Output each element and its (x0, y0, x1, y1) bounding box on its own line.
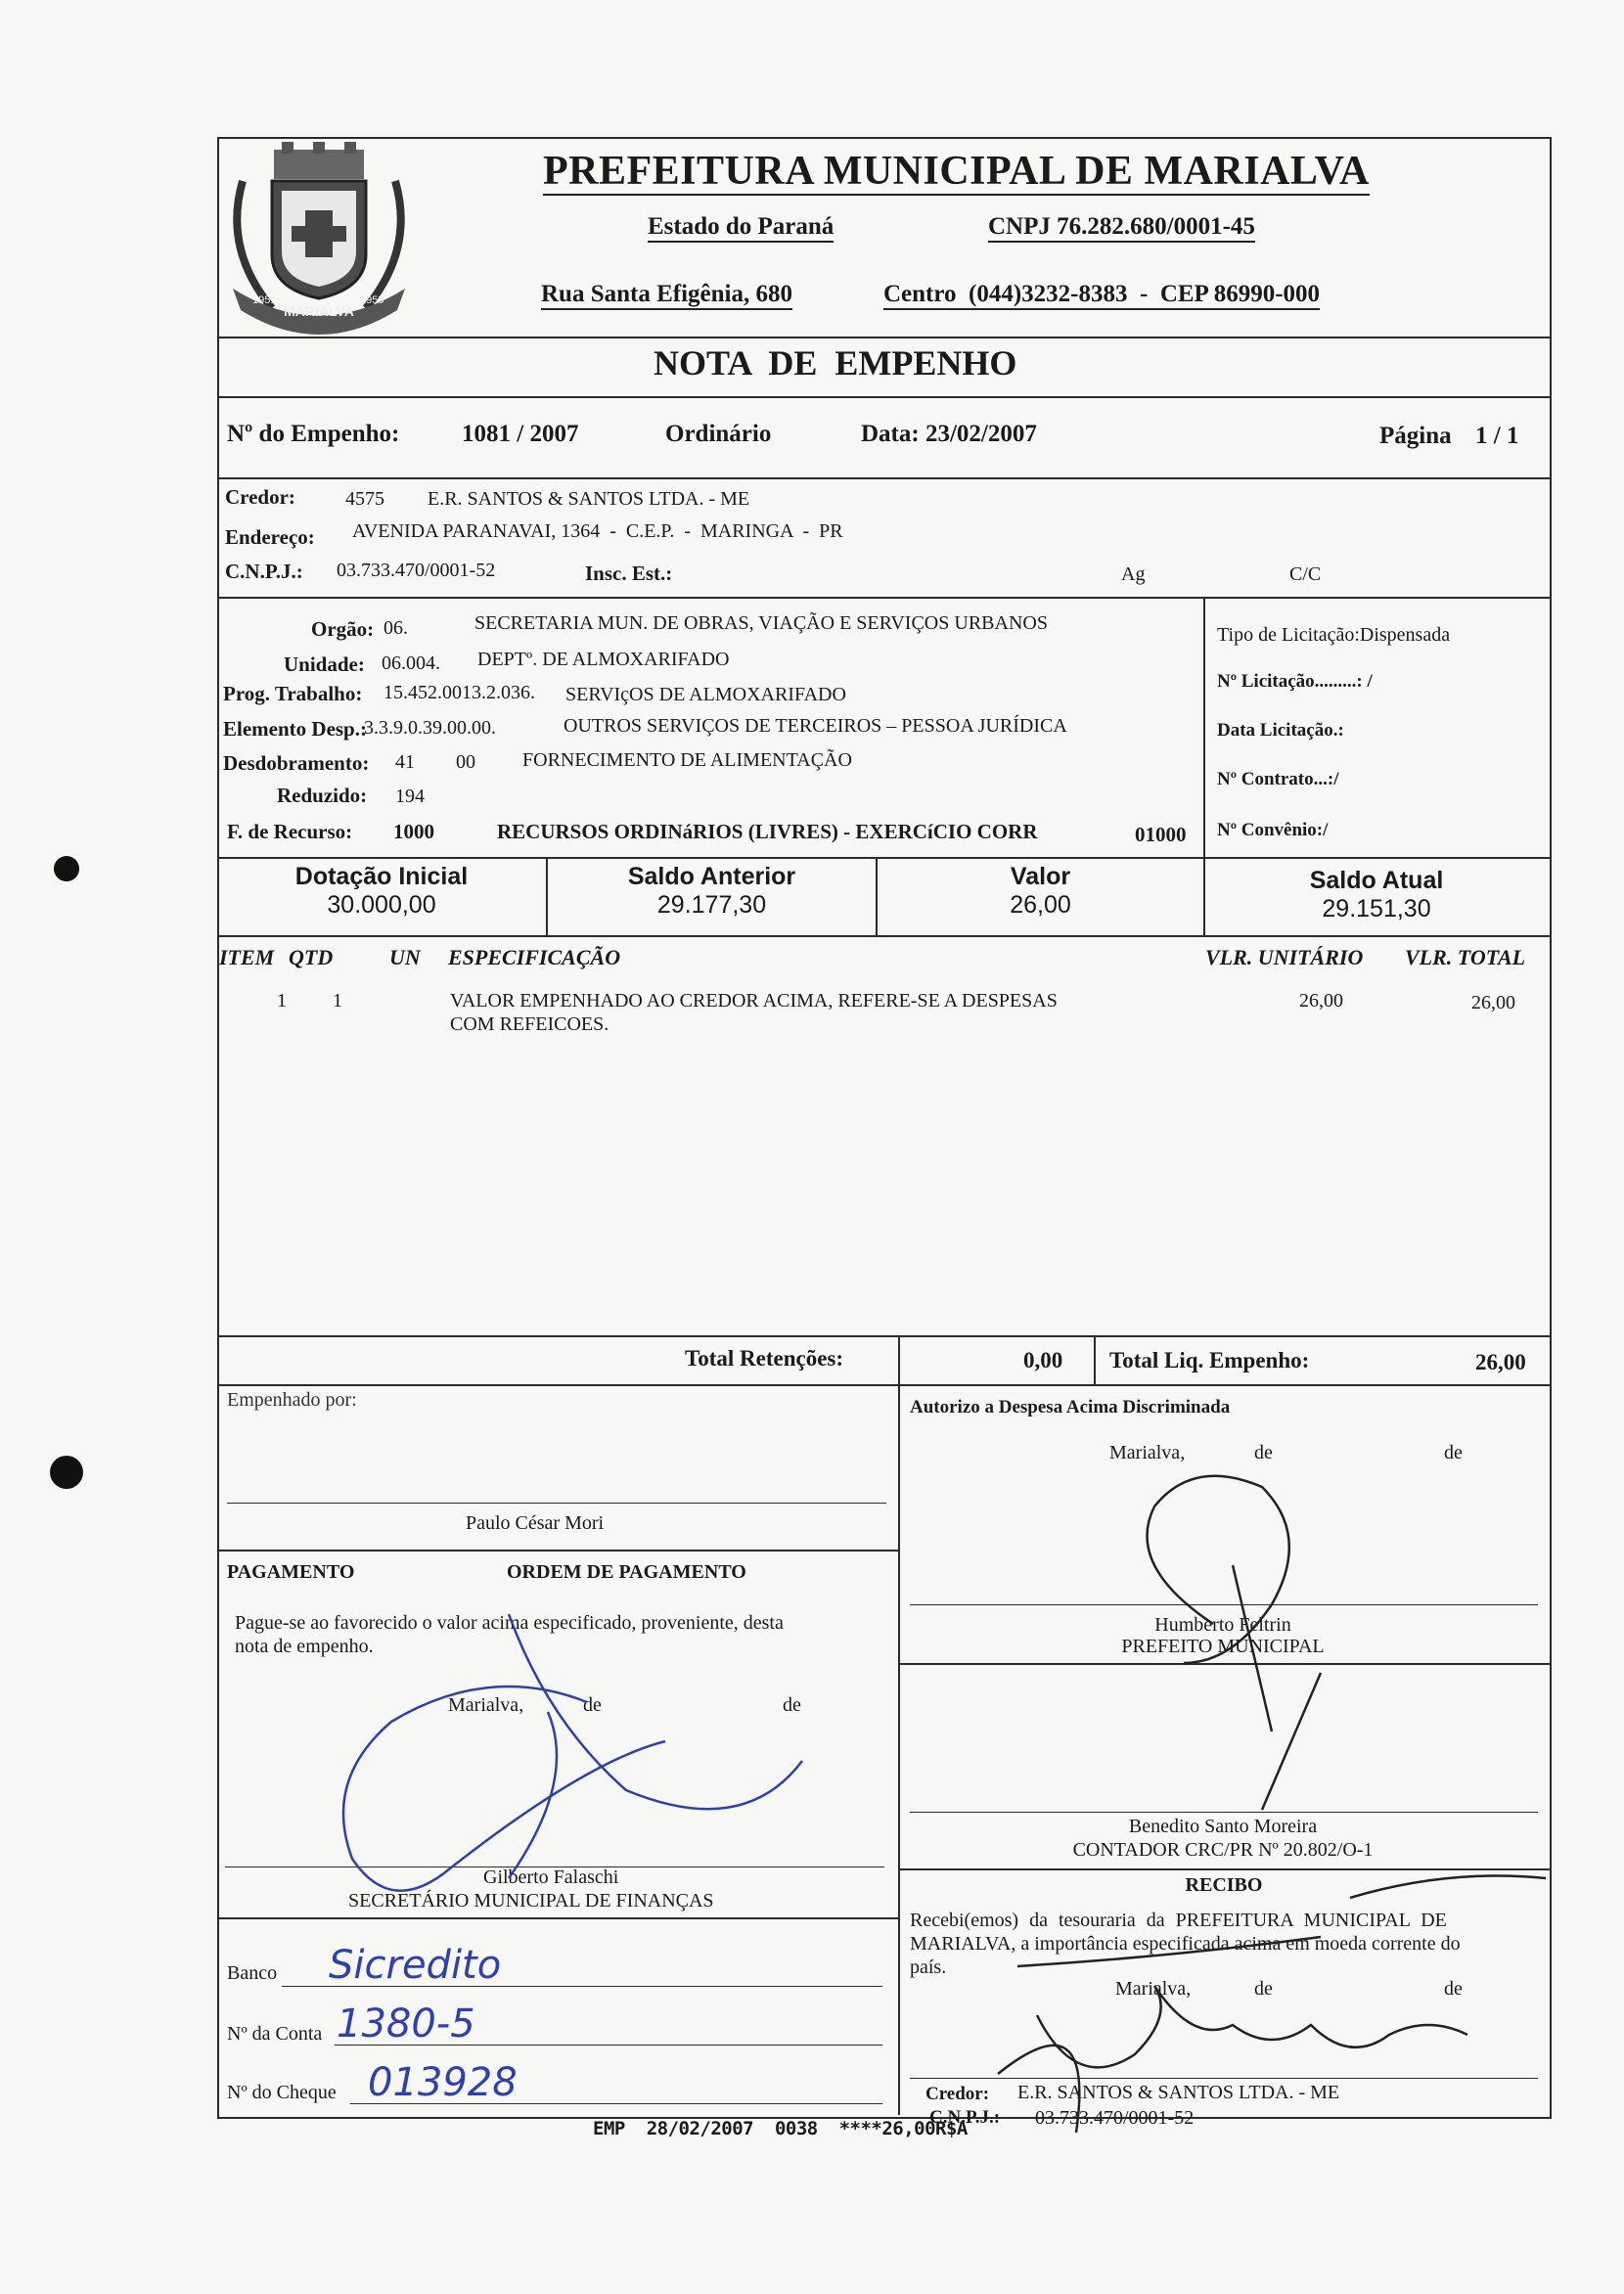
desdob-label: Desdobramento: (223, 751, 370, 775)
col-un: UN (389, 945, 421, 969)
dotacao-inicial-label: Dotação Inicial (294, 863, 469, 890)
orgao-value: SECRETARIA MUN. DE OBRAS, VIAÇÃO E SERVIÇOS URBANOS (474, 612, 1048, 634)
cnpj-label: C.N.P.J.: (225, 560, 303, 583)
conta-label: Nº da Conta (227, 2023, 323, 2045)
desdob-code1: 41 (395, 751, 415, 773)
empenho-type: Ordinário (665, 421, 772, 447)
endereco-label: Endereço: (225, 525, 315, 549)
prog-value: SERVIçOS DE ALMOXARIFADO (565, 684, 846, 705)
cnpj-value: 03.733.470/0001-52 (337, 560, 496, 581)
recibo-signature (998, 1876, 1546, 2134)
prog-code: 15.452.0013.2.036. (383, 682, 535, 703)
dotacao-inicial-value: 30.000,00 (327, 891, 436, 919)
unidade-code: 06.004. (382, 652, 440, 674)
item-desc-line1: VALOR EMPENHADO AO CREDOR ACIMA, REFERE-SE A DESPESAS (450, 990, 1058, 1012)
prefeito-signature (1148, 1476, 1322, 1810)
recibo-cnpj-label: C.N.P.J.: (929, 2107, 1001, 2128)
unidade-value: DEPTº. DE ALMOXARIFADO (477, 649, 730, 670)
recibo-de2: de (1444, 1978, 1463, 2000)
banco-label: Banco (227, 1962, 278, 1984)
numero-convenio: Nº Convênio:/ (1217, 820, 1329, 840)
elemento-value: OUTROS SERVIÇOS DE TERCEIROS – PESSOA JURÍDICA (564, 715, 1067, 737)
contador-name: Benedito Santo Moreira (1128, 1816, 1318, 1837)
left-city: Marialva, (448, 1694, 524, 1716)
banco-value: Sicredito (329, 1943, 502, 1988)
left-de1: de (583, 1694, 602, 1716)
total-retencoes-value: 0,00 (1023, 1348, 1063, 1372)
tipo-licitacao: Tipo de Licitação:Dispensada (1217, 624, 1451, 646)
secretario-signature (343, 1614, 802, 1891)
valor-label: Valor (1010, 863, 1071, 890)
punch-hole-bottom (50, 1456, 83, 1489)
ordem-label: ORDEM DE PAGAMENTO (507, 1561, 746, 1583)
insc-label: Insc. Est.: (585, 562, 673, 585)
credor-code: 4575 (345, 488, 384, 510)
total-retencoes-label: Total Retenções: (685, 1346, 844, 1371)
prog-label: Prog. Trabalho: (223, 682, 363, 705)
secretario-title: SECRETÁRIO MUNICIPAL DE FINANÇAS (348, 1890, 714, 1912)
orgao-label: Orgão: (311, 617, 375, 641)
saldo-anterior-label: Saldo Anterior (627, 863, 796, 890)
right-de1: de (1254, 1442, 1273, 1463)
desdob-code2: 00 (456, 751, 475, 773)
recibo-title: RECIBO (1185, 1874, 1263, 1896)
conta-value: 1380-5 (337, 2002, 475, 2047)
item-unit-value: 26,00 (1299, 990, 1343, 1012)
right-city: Marialva, (1109, 1442, 1186, 1463)
prefeito-title: PREFEITO MUNICIPAL (1121, 1636, 1325, 1657)
orgao-code: 06. (383, 617, 408, 639)
col-espec: ESPECIFICAÇÃO (448, 945, 621, 969)
item-total-value: 26,00 (1471, 992, 1515, 1013)
header-cnpj: CNPJ 76.282.680/0001-45 (988, 213, 1255, 243)
secretario-name: Gilberto Falaschi (483, 1867, 619, 1888)
crest-year-left: 1951 (252, 294, 277, 306)
page-label: Página (1379, 423, 1452, 449)
cheque-label: Nº do Cheque (227, 2082, 337, 2103)
autorizo-label: Autorizo a Despesa Acima Discriminada (910, 1397, 1231, 1417)
saldo-atual-value: 29.151,30 (1322, 895, 1431, 922)
ag-label: Ag (1121, 563, 1146, 585)
contador-title: CONTADOR CRC/PR Nº 20.802/O-1 (1072, 1839, 1374, 1861)
col-item: ITEM (219, 945, 275, 969)
empenho-label: Nº do Empenho: (227, 421, 400, 447)
recibo-de1: de (1254, 1978, 1273, 2000)
empenho-date: Data: 23/02/2007 (861, 421, 1037, 447)
total-liq-value: 26,00 (1475, 1350, 1526, 1374)
empenho-number: 1081 / 2007 (462, 421, 579, 447)
elemento-code: 3.3.9.0.39.00.00. (364, 717, 496, 739)
header-district-phone: Centro (044)3232-8383 - CEP 86990-000 (883, 281, 1320, 310)
header-title: PREFEITURA MUNICIPAL DE MARIALVA (543, 149, 1370, 194)
cc-label: C/C (1289, 563, 1322, 585)
col-total: VLR. TOTAL (1405, 945, 1526, 969)
reduzido-value: 194 (395, 786, 425, 807)
total-liq-label: Total Liq. Empenho: (1109, 1348, 1310, 1372)
recibo-line2: MARIALVA, a importância especificada acima em moeda corrente do (910, 1933, 1461, 1955)
saldo-anterior-value: 29.177,30 (656, 891, 767, 919)
recurso-label: F. de Recurso: (227, 820, 353, 843)
empenhado-label: Empenhado por: (227, 1389, 357, 1411)
valor-value: 26,00 (1010, 891, 1071, 919)
recurso-code: 1000 (393, 820, 434, 843)
pague-line1: Pague-se ao favorecido o valor acima especificado, proveniente, desta (235, 1612, 784, 1634)
doc-title: NOTA DE EMPENHO (654, 343, 1017, 382)
prefeito-name: Humberto Feltrin (1154, 1614, 1291, 1636)
header-state: Estado do Paraná (648, 213, 834, 243)
left-de2: de (783, 1694, 801, 1716)
header-address: Rua Santa Efigênia, 680 (541, 281, 792, 310)
numero-licitacao: Nº Licitação.........: / (1217, 671, 1373, 692)
crest-banner-text: MARIALVA (284, 303, 354, 319)
desdob-value: FORNECIMENTO DE ALIMENTAÇÃO (522, 749, 852, 771)
unidade-label: Unidade: (284, 652, 365, 676)
recibo-cnpj-value: 03.733.470/0001-52 (1035, 2107, 1195, 2129)
credor-name: E.R. SANTOS & SANTOS LTDA. - ME (428, 488, 750, 510)
recibo-city: Marialva, (1115, 1978, 1192, 2000)
recibo-line3: país. (910, 1957, 947, 1978)
empenhado-name: Paulo César Mori (466, 1512, 605, 1534)
elemento-label: Elemento Desp.: (223, 717, 367, 741)
item-number: 1 (277, 990, 287, 1012)
col-unit: VLR. UNITÁRIO (1205, 945, 1364, 969)
punch-hole-top (54, 856, 79, 881)
endereco-value: AVENIDA PARANAVAI, 1364 - C.E.P. - MARINGA - PR (352, 520, 843, 542)
recibo-line1: Recebi(emos) da tesouraria da PREFEITURA MUNICIPAL DE (910, 1910, 1447, 1931)
recibo-credor-label: Credor: (925, 2084, 990, 2104)
page-number: 1 / 1 (1475, 423, 1519, 449)
data-licitacao: Data Licitação.: (1217, 720, 1344, 741)
item-desc-line2: COM REFEICOES. (450, 1013, 609, 1035)
crest-year-right: 1955 (360, 294, 384, 306)
recurso-code2: 01000 (1135, 823, 1187, 846)
right-de2: de (1444, 1442, 1463, 1463)
pague-line2: nota de empenho. (235, 1636, 374, 1657)
recurso-value: RECURSOS ORDINáRIOS (LIVRES) - EXERCíCIO CORR (497, 820, 1038, 843)
cheque-value: 013928 (368, 2060, 518, 2105)
bank-stamp: EMP 28/02/2007 0038 ****26,00R$A (593, 2118, 968, 2139)
reduzido-label: Reduzido: (277, 784, 368, 807)
numero-contrato: Nº Contrato...:/ (1217, 769, 1339, 789)
recibo-credor-name: E.R. SANTOS & SANTOS LTDA. - ME (1017, 2082, 1340, 2103)
item-qtd: 1 (333, 990, 342, 1012)
saldo-atual-label: Saldo Atual (1309, 867, 1444, 894)
col-qtd: QTD (289, 945, 334, 969)
pagamento-label: PAGAMENTO (227, 1561, 355, 1583)
credor-label: Credor: (225, 485, 295, 509)
